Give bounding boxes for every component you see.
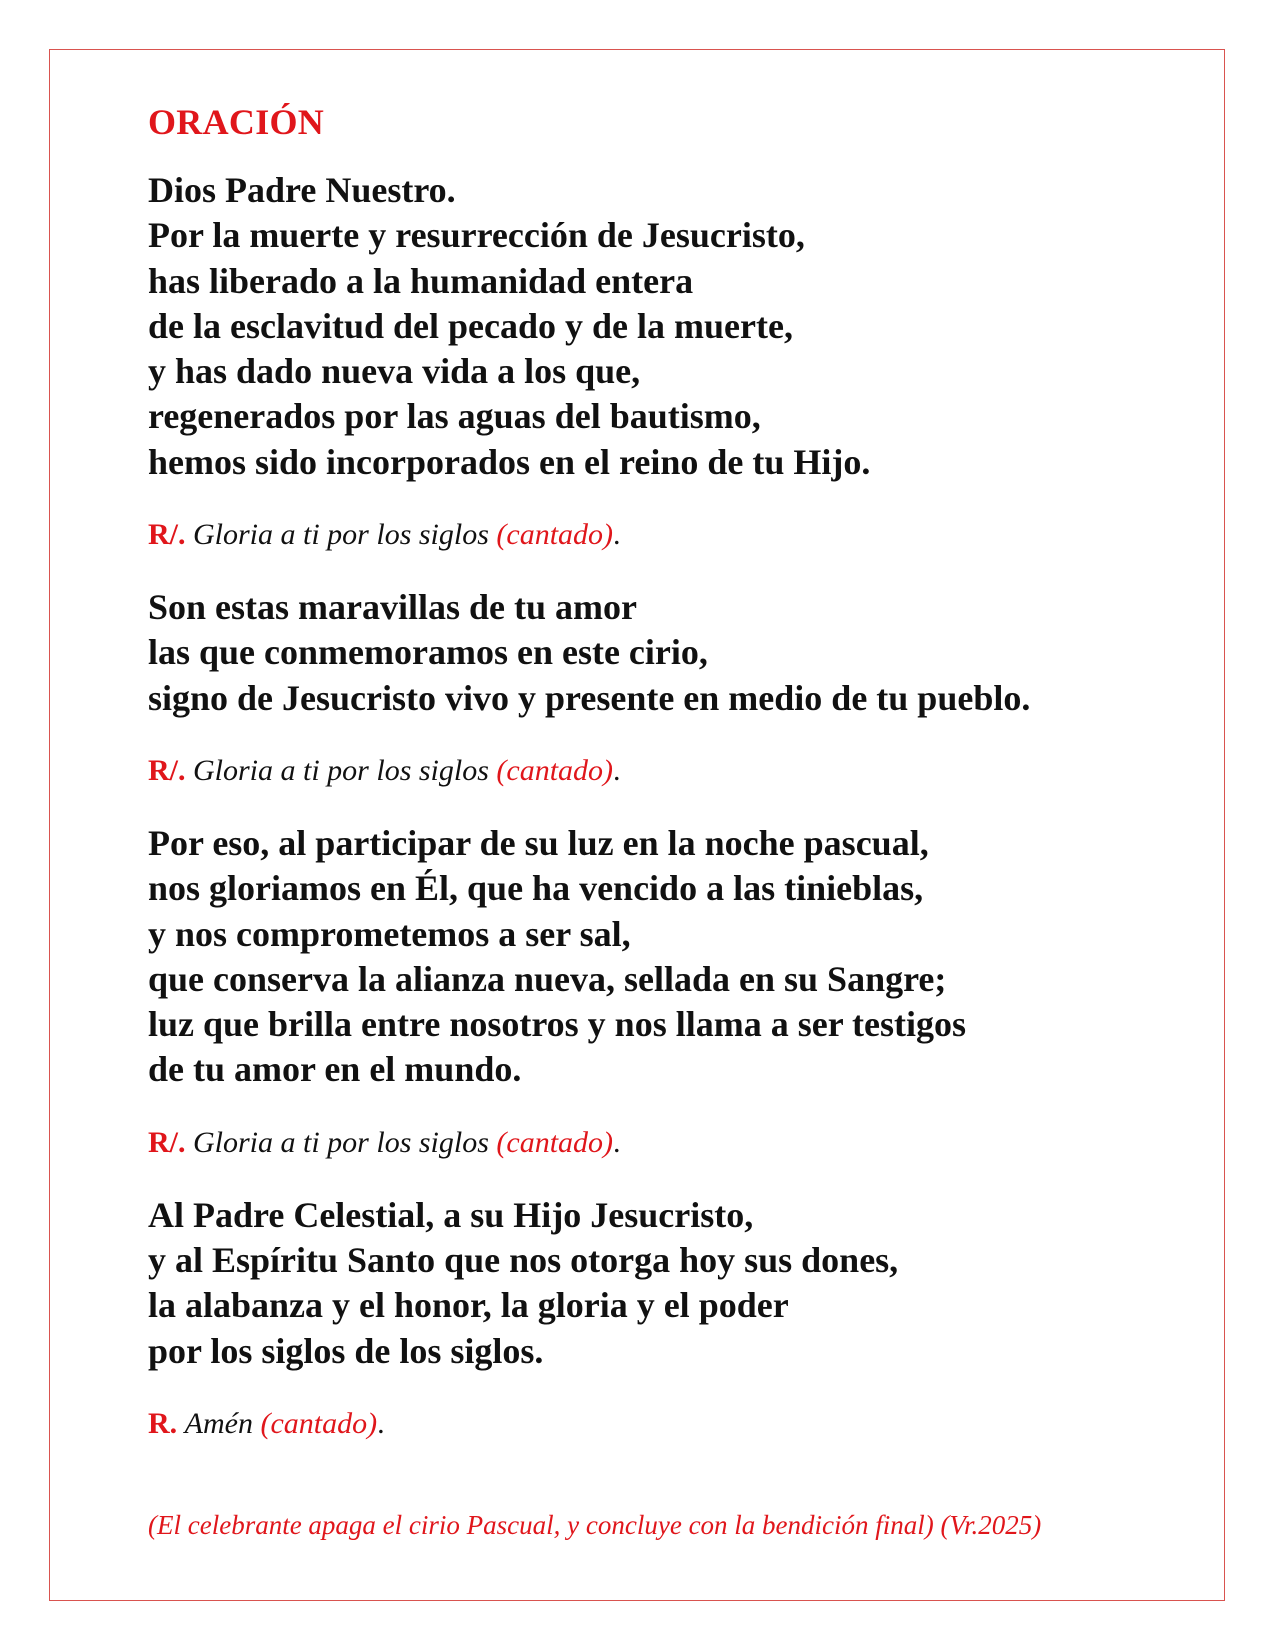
- stanza-line: y has dado nueva vida a los que,: [148, 351, 641, 392]
- stanza-line: por los siglos de los siglos.: [148, 1330, 544, 1371]
- stanza-line: la alabanza y el honor, la gloria y el poder: [148, 1285, 789, 1326]
- response-mark: R.: [148, 1406, 178, 1440]
- stanza-line: regenerados por las aguas del bautismo,: [148, 396, 761, 437]
- stanza-3: [148, 821, 1208, 1093]
- response-amen: [148, 1404, 1208, 1444]
- response-note: (cantado): [496, 753, 614, 787]
- response-note: (cantado): [496, 1125, 614, 1159]
- response-end: .: [613, 1125, 621, 1159]
- stanza-line: de la esclavitud del pecado y de la muerte,: [148, 305, 793, 346]
- stanza-line: las que conmemoramos en este cirio,: [148, 632, 708, 673]
- stanza-4: [148, 1193, 1208, 1374]
- response-end: .: [613, 518, 621, 552]
- response-text: Gloria a ti por los siglos: [193, 518, 489, 552]
- stanza-line: y nos comprometemos a ser sal,: [148, 913, 631, 954]
- stanza-line: que conserva la alianza nueva, sellada en su Sangre;: [148, 958, 947, 999]
- response-text: Amén: [184, 1406, 253, 1440]
- response-note: (cantado): [496, 518, 614, 552]
- response-note: (cantado): [260, 1406, 378, 1440]
- footer-rubric: (El celebrante apaga el cirio Pascual, y concluye con la bendición final) (Vr.2025): [148, 1510, 1042, 1540]
- stanza-1: [148, 168, 1208, 485]
- response-text: Gloria a ti por los siglos: [193, 753, 489, 787]
- response-end: .: [613, 753, 621, 787]
- response-2: [148, 751, 1208, 791]
- stanza-line: signo de Jesucristo vivo y presente en medio de tu pueblo.: [148, 677, 1031, 718]
- prayer-content: [148, 98, 1208, 1474]
- response-3: [148, 1123, 1208, 1163]
- stanza-line: Por eso, al participar de su luz en la noche pascual,: [148, 822, 929, 863]
- response-mark: R/.: [148, 1125, 186, 1159]
- response-text: Gloria a ti por los siglos: [193, 1125, 489, 1159]
- response-mark: R/.: [148, 518, 186, 552]
- stanza-line: de tu amor en el mundo.: [148, 1049, 522, 1090]
- stanza-line: Dios Padre Nuestro.: [148, 170, 456, 210]
- stanza-line: has liberado a la humanidad entera: [148, 260, 694, 301]
- response-1: [148, 515, 1208, 555]
- stanza-line: Al Padre Celestial, a su Hijo Jesucristo,: [148, 1194, 754, 1235]
- stanza-line: Por la muerte y resurrección de Jesucristo,: [148, 215, 805, 256]
- stanza-2: [148, 585, 1208, 721]
- stanza-line: luz que brilla entre nosotros y nos llama a ser testigos: [148, 1004, 966, 1045]
- stanza-line: hemos sido incorporados en el reino de tu Hijo.: [148, 441, 871, 482]
- page-title: ORACIÓN: [148, 102, 325, 142]
- response-end: .: [377, 1406, 385, 1440]
- response-mark: R/.: [148, 753, 186, 787]
- stanza-line: Son estas maravillas de tu amor: [148, 587, 637, 628]
- stanza-line: y al Espíritu Santo que nos otorga hoy sus dones,: [148, 1240, 899, 1281]
- stanza-line: nos gloriamos en Él, que ha vencido a las tinieblas,: [148, 868, 924, 909]
